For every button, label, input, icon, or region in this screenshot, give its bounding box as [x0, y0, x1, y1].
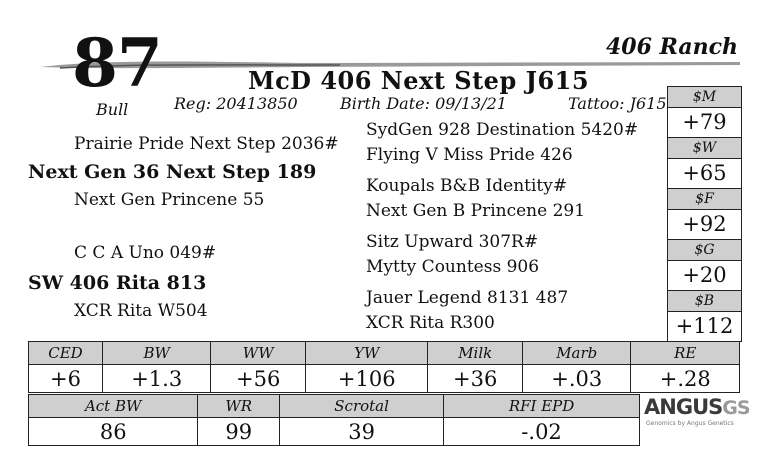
performance-value: -.02	[444, 418, 640, 446]
pedigree-sd-sire: Koupals B&B Identity#	[366, 176, 568, 196]
epd-label: RE	[631, 342, 740, 365]
index-label-f: $F	[668, 189, 741, 210]
tattoo: Tattoo: J615	[568, 94, 667, 113]
pedigree-ds-dam: Mytty Countess 906	[366, 257, 540, 277]
index-label-w: $W	[668, 138, 741, 159]
birth-date: Birth Date: 09/13/21	[340, 94, 507, 113]
epd-header-row	[29, 342, 740, 365]
epd-table	[28, 341, 740, 393]
index-column	[667, 86, 742, 342]
index-value-m: +79	[668, 108, 741, 138]
pedigree-sire-sire: Prairie Pride Next Step 2036#	[74, 134, 339, 154]
performance-value: 86	[29, 418, 198, 446]
index-label-m: $M	[668, 87, 741, 108]
performance-label: Act BW	[29, 395, 198, 418]
pedigree-ss-sire: SydGen 928 Destination 5420#	[366, 120, 639, 140]
performance-value: 99	[198, 418, 280, 446]
animal-name: McD 406 Next Step J615	[248, 66, 590, 95]
epd-label: Marb	[523, 342, 631, 365]
pedigree-dd-dam: XCR Rita R300	[366, 313, 495, 333]
logo-tagline: Genomics by Angus Genetics	[646, 420, 734, 427]
performance-table	[28, 394, 640, 446]
epd-label: CED	[29, 342, 103, 365]
epd-value: +.28	[631, 365, 740, 393]
lot-number: 87	[72, 24, 162, 102]
pedigree-dd-sire: Jauer Legend 8131 487	[366, 288, 569, 308]
logo-main-text: ANGUS	[644, 395, 723, 419]
epd-label: BW	[102, 342, 210, 365]
epd-value: +6	[29, 365, 103, 393]
performance-label: RFI EPD	[444, 395, 640, 418]
index-value-b: +112	[675, 314, 734, 338]
pedigree-sire: Next Gen 36 Next Step 189	[28, 161, 317, 183]
epd-value: +1.3	[102, 365, 210, 393]
epd-value: +106	[306, 365, 428, 393]
performance-value-row	[29, 418, 640, 446]
pedigree-dam-sire: C C A Uno 049#	[74, 243, 217, 263]
pedigree-dam: SW 406 Rita 813	[28, 272, 207, 294]
index-label-g: $G	[668, 240, 741, 261]
epd-value: +36	[428, 365, 523, 393]
registration-number: Reg: 20413850	[174, 94, 298, 113]
performance-value: 39	[280, 418, 444, 446]
index-value-g: +20	[668, 261, 741, 291]
epd-value: +.03	[523, 365, 631, 393]
epd-value: +56	[211, 365, 306, 393]
logo-suffix-text: GS	[722, 397, 750, 419]
performance-label: Scrotal	[280, 395, 444, 418]
epd-label: YW	[306, 342, 428, 365]
pedigree-sd-dam: Next Gen B Princene 291	[366, 201, 586, 221]
sex-label: Bull	[96, 100, 129, 119]
angus-gs-logo	[644, 395, 750, 431]
performance-header-row	[29, 395, 640, 418]
index-label-b: $B	[668, 291, 741, 312]
epd-label: Milk	[428, 342, 523, 365]
performance-label: WR	[198, 395, 280, 418]
ranch-name: 406 Ranch	[605, 34, 738, 60]
pedigree-sire-dam: Next Gen Princene 55	[74, 190, 265, 210]
index-value-f: +92	[668, 210, 741, 240]
pedigree-ds-sire: Sitz Upward 307R#	[366, 232, 539, 252]
pedigree-dam-dam: XCR Rita W504	[74, 301, 208, 321]
pedigree-ss-dam: Flying V Miss Pride 426	[366, 145, 573, 165]
epd-value-row	[29, 365, 740, 393]
epd-label: WW	[211, 342, 306, 365]
index-value-w: +65	[668, 159, 741, 189]
